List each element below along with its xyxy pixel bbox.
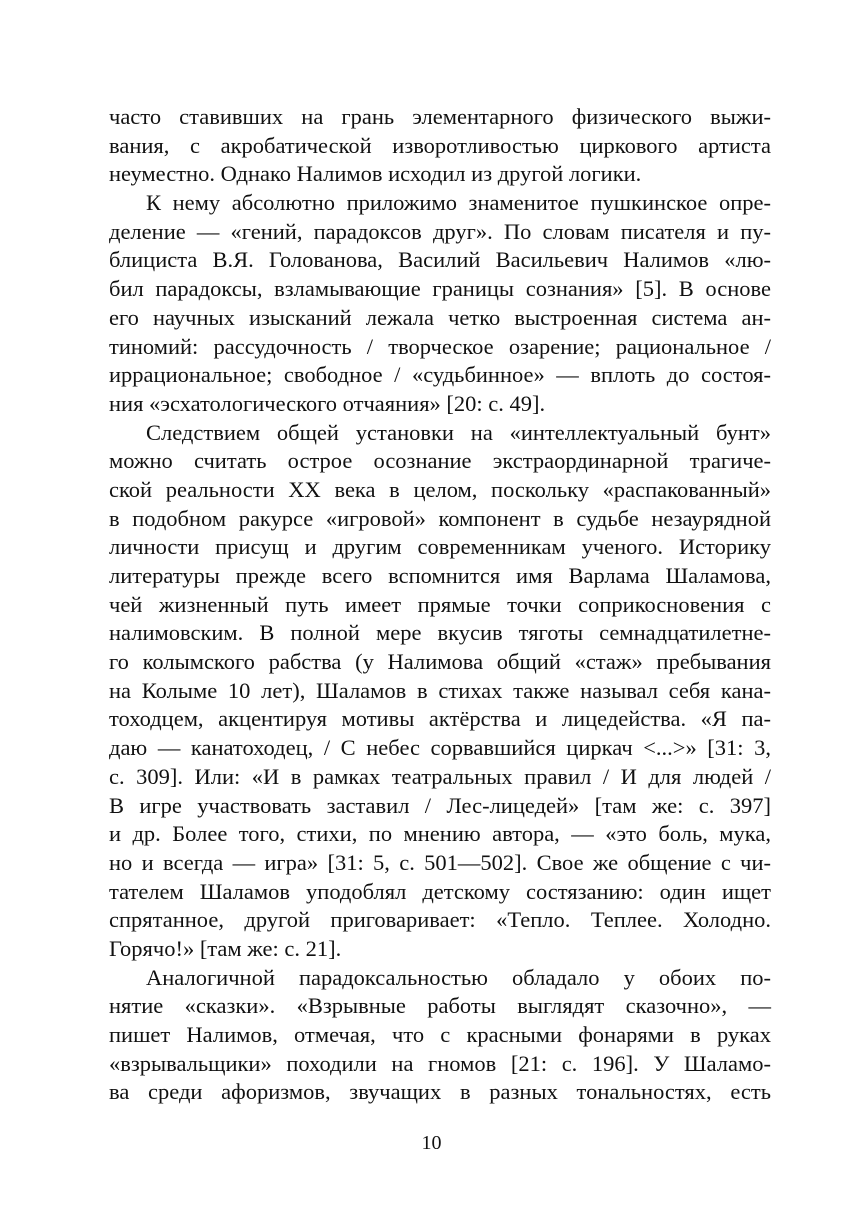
text-line: бил парадоксы, взламывающие границы сознания» [5]. В основе: [109, 276, 771, 302]
text-line: даю — канатоходец, / С небес сорвавшийся циркач <...>» [31: 3,: [109, 735, 771, 761]
text-line: нятие «сказки». «Взрывные работы выглядят сказочно», —: [109, 993, 771, 1019]
text-line: часто ставивших на грань элементарного физического выжи-: [109, 104, 771, 129]
text-line: тателем Шаламов уподоблял детскому состязанию: один ищет: [109, 878, 771, 904]
text-line: и др. Более того, стихи, по мнению автора, — «это боль, мука,: [109, 821, 771, 847]
text-line: неуместно. Однако Налимов исходил из другой логики.: [109, 161, 642, 187]
text-line: го колымского рабства (у Налимова общий «стаж» пребывания: [109, 649, 771, 675]
text-line: иррациональное; свободное / «судьбинное» — вплоть до состоя-: [109, 362, 771, 388]
text-line: Следствием общей установки на «интеллектуальный бунт»: [146, 419, 771, 445]
text-line: чей жизненный путь имеет прямые точки соприкосновения с: [109, 591, 771, 617]
text-line: вания, с акробатической изворотливостью циркового артиста: [109, 132, 771, 158]
text-line: ния «эсхатологического отчаяния» [20: с. 49].: [109, 390, 546, 416]
text-line: литературы прежде всего вспомнится имя Варлама Шаламова,: [109, 563, 771, 588]
page-number: 10: [421, 1132, 442, 1154]
text-line: «взрывальщики» походили на гномов [21: с. 196]. У Шаламо-: [109, 1050, 771, 1076]
text-line: в подобном ракурсе «игровой» компонент в судьбе незаурядной: [109, 505, 771, 531]
text-line: с. 309]. Или: «И в рамках театральных правил / И для людей /: [109, 763, 771, 789]
text-line: Горячо!» [там же: с. 21].: [109, 935, 342, 961]
text-line: ской реальности XX века в целом, поскольку «распакованный»: [109, 476, 771, 502]
body-text: [109, 103, 771, 1107]
text-line: тиномий: рассудочность / творческое озарение; рациональное /: [109, 333, 771, 359]
text-line: К нему абсолютно приложимо знаменитое пушкинское опре-: [146, 190, 771, 216]
text-line: блициста В.Я. Голованова, Василий Васильевич Налимов «лю-: [109, 247, 771, 273]
text-line: ва среди афоризмов, звучащих в разных тональностях, есть: [109, 1079, 771, 1105]
text-line: налимовским. В полной мере вкусив тяготы семнадцатилетне-: [109, 620, 771, 646]
text-line: деление — «гений, парадоксов друг». По словам писателя и пу-: [109, 218, 771, 244]
text-line: спрятанное, другой приговаривает: «Тепло. Теплее. Холодно.: [109, 907, 771, 933]
text-line: личности присущ и другим современникам ученого. Историку: [109, 534, 771, 560]
text-line: пишет Налимов, отмечая, что с красными фонарями в руках: [109, 1022, 771, 1047]
text-line: можно считать острое осознание экстраординарной трагиче-: [109, 448, 771, 474]
text-line: тоходцем, акцентируя мотивы актёрства и лицедейства. «Я па-: [109, 706, 771, 732]
text-line: на Колыме 10 лет), Шаламов в стихах также называл себя кана-: [109, 677, 771, 703]
text-line: его научных изысканий лежала четко выстроенная система ан-: [109, 304, 771, 330]
text-line: но и всегда — игра» [31: 5, с. 501—502]. Свое же общение с чи-: [109, 849, 771, 875]
text-line: В игре участвовать заставил / Лес-лицедей» [там же: с. 397]: [109, 792, 771, 818]
text-line: Аналогичной парадоксальностью обладало у обоих по-: [146, 964, 771, 990]
